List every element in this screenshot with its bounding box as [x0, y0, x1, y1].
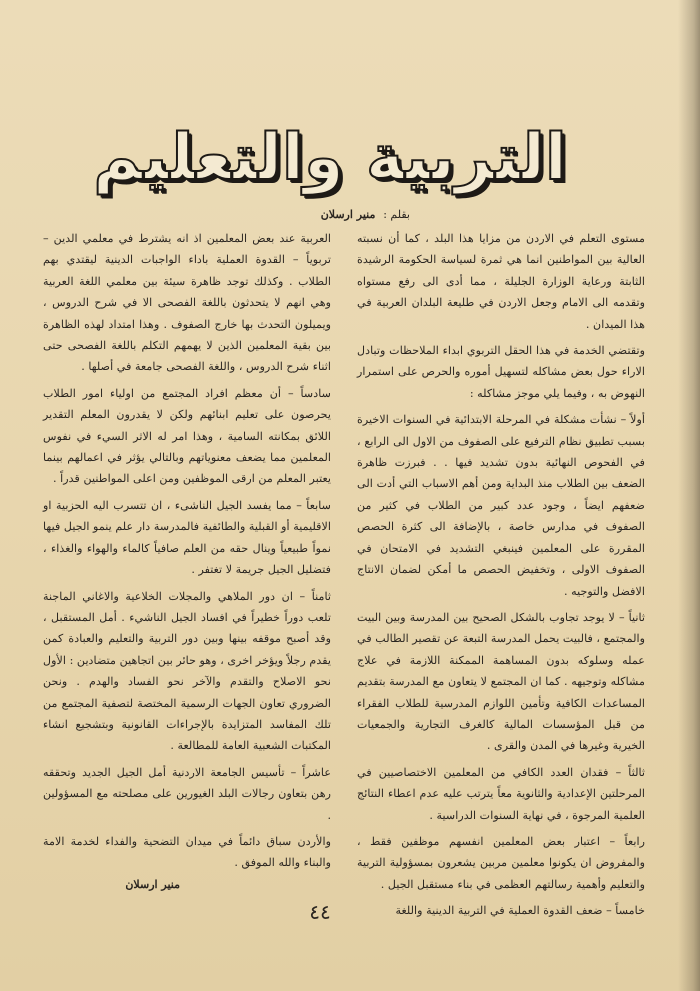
paragraph: عاشراً – تأسيس الجامعة الاردنية أمل الجيل الجديد وتحققه رهن بتعاون رجالات البلد الغيورين على مصلحته مع المسؤولين .	[43, 765, 331, 822]
article-column-right	[357, 228, 645, 927]
paragraph: مستوى التعلم في الاردن من مزايا هذا البلد ، كما أن نسبته العالية بين المواطنين انما هي ثمرة لسياسة الحكومة الرشيدة الثابتة ورعاية الوزارة الجليلة ، مما أدى الى رفع مستواه وتقدمه الى الامام وجعل الاردن في طليعة البلدان العربية في هذا الميدان .	[357, 232, 645, 331]
paragraph: ثامناً – ان دور الملاهي والمجلات الخلاعية والاغاني الماجنة تلعب دوراً خطيراً في افساد الجيل الناشيء . أمل المستقبل ، وقد أصبح موقفه بينها وبين دور التربية والتعليم والعبادة كمن يقدم رجلاً ويؤخر اخرى ، وهو حائر بين اتجاهين متضادين : الأول نحو الاصلاح والتقدم والآخر نحو الفساد والهدم . ونحن الضروري تعاون الجهات الرسمية المختصة لتصفية المجتمع من تلك المفاسد المتزايدة بالإجراءات القانونية وبتشجيع انشاء المكتبات الشعبية العامة للمطالعة .	[43, 589, 331, 753]
paragraph: ثالثاً – فقدان العدد الكافي من المعلمين الاختصاصيين في المرحلتين الإعدادية والثانوية معاً يترتب عليه عدم اعطاء النتائج العلمية المرجوة ، في نهاية السنوات الدراسية .	[357, 765, 645, 822]
page-number: ٤٤	[309, 900, 331, 924]
paragraph: أولاً – نشأت مشكلة في المرحلة الابتدائية في السنوات الاخيرة بسبب تطبيق نظام الترفيع على الصفوف من الاول الى الرابع ، في الفحوص النهائية بدون تشديد فيها . . فبرزت ظاهرة الضعف بين الطلاب منذ البداية ومن أهم الاسباب التي أدت الى ضعفهم ايضاً ، وجود عدد كبير من الطلاب في كثير من الصفوف في مدارس خاصة ، بالإضافة الى كثرة الحصص المقررة على المعلمين فينبغي التشديد في الامتحان في الصفوف الاولى ، وتخفيض الحصص ما أمكن لضمان الانتاج الافضل والتوجيه .	[357, 413, 645, 598]
byline-prefix: بقلم :	[383, 208, 410, 221]
author-name: منير ارسلان	[320, 208, 376, 221]
paragraph: وتقتضي الخدمة في هذا الحقل التربوي ابداء الملاحظات وتبادل الاراء حول بعض مشاكله لتسهيل أموره والحرص على استمرار النهوض به ، وفيما يلي موجز مشاكله :	[357, 344, 645, 400]
article-column-left	[43, 228, 331, 879]
article-title-block	[93, 108, 567, 208]
paragraph: سابعاً – مما يفسد الجيل الناشىء ، ان تتسرب اليه الحزبية او الاقليمية أو القبلية والطائفية فالمدرسة دار علم ينمو الجيل فيها نمواً طبيعياً وينال حقه من العلم صافياً كالماء والهواء والغذاء ، فتضليل الجيل جريمة لا تغتفر .	[43, 498, 331, 577]
paragraph: ثانياً – لا يوجد تجاوب بالشكل الصحيح بين المدرسة وبين البيت والمجتمع ، فالبيت يحمل المدرسة التبعة عن تقصير الطالب في عمله وسلوكه بدون المساهمة الممكنة اللازمة في علاج مشاكله وتوجيهه . كما ان المجتمع لا يتعاون مع المدرسة بتقديم المساعدات الكافية وتأمين اللوازم المدرسية للطلاب الفقراء من قبل المؤسسات المالية كالغرف التجارية والجمعيات الخيرية وغيرها في المدن والقرى .	[357, 610, 645, 753]
author-signature: منير ارسلان	[125, 878, 180, 891]
paragraph: العربية عند بعض المعلمين اذ انه يشترط في معلمي الدين – تربوياً – القدوة العملية باداء الواجبات الدينية ليقتدي بهم الطلاب . وكذلك توجد ظاهرة سيئة بين معلمي اللغة العربية وهي انهم لا يتحدثون باللغة الفصحى الا في شرح الدروس ، ويميلون التحدث بها خارج الصفوف . وهذا امتداد لهذه الظاهرة بين بقية المعلمين الذين لا يهمهم التكلم باللغة الفصحى حتى اثناء شرح الدروس ، واللغة الفصحى جامعة في أصلها .	[43, 232, 331, 374]
paragraph: رابعاً – اعتبار بعض المعلمين انفسهم موظفين فقط ، والمفروض ان يكونوا معلمين مربين يشعرون بمسؤولية التربية والتعليم وأهمية رسالتهم العظمى في بناء مستقبل الجيل .	[357, 834, 645, 891]
paragraph: سادساً – أن معظم افراد المجتمع من اولياء امور الطلاب يحرصون على تعليم ابنائهم ولكن لا يقدرون المعلم التقدير اللائق بمكانته السامية ، وهذا امر له الاثر السيء في نفوس المعلمين مما يضعف معنوياتهم وبالتالي يؤثر في اعمالهم بينما يعتبر المعلم من ارقى الموظفين ومن اعلى المواطنين قدراً .	[43, 386, 331, 486]
byline	[260, 208, 410, 221]
page-binding-shadow	[678, 0, 700, 991]
paragraph: خامساً – ضعف القدوة العملية في التربية الدينية واللغة	[395, 904, 645, 918]
article-title: التربية والتعليم	[93, 121, 567, 195]
paragraph: والأردن سباق دائماً في ميدان التضحية والفداء لخدمة الامة والبناء والله الموفق .	[43, 834, 331, 870]
